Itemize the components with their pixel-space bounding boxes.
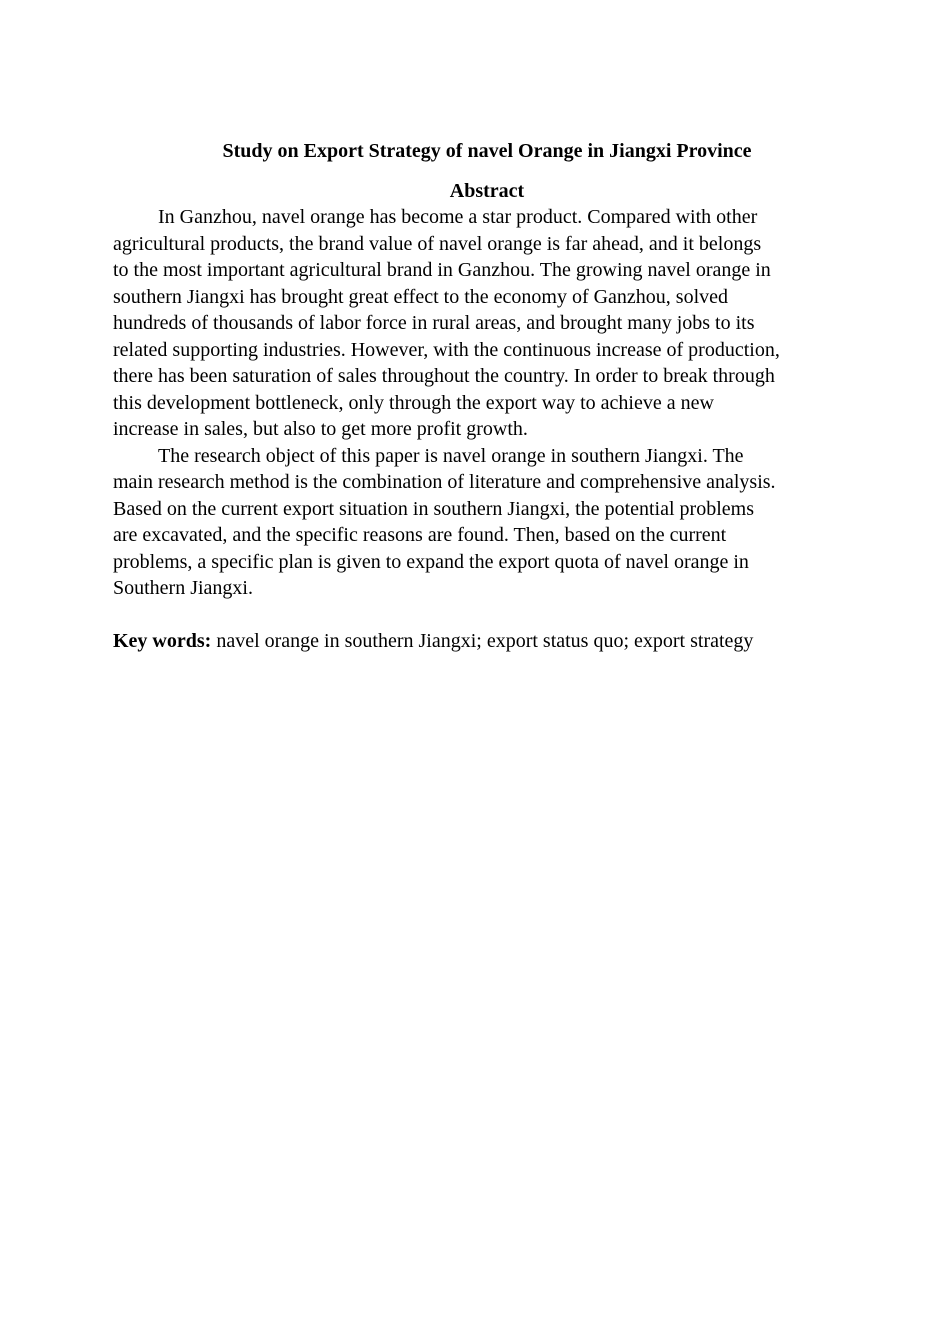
abstract-heading: Abstract bbox=[449, 180, 525, 202]
paragraph-line: agricultural products, the brand value of navel orange is far ahead, and it belongs bbox=[113, 232, 762, 255]
paragraph-line: increase in sales, but also to get more profit growth. bbox=[113, 418, 528, 440]
paragraph-line: this development bottleneck, only through the export way to achieve a new bbox=[113, 391, 714, 414]
paragraph-line: In Ganzhou, navel orange has become a star product. Compared with other bbox=[158, 206, 758, 228]
abstract-paragraph-1 bbox=[113, 204, 861, 443]
document-title: Study on Export Strategy of navel Orange in Jiangxi Province bbox=[222, 140, 752, 162]
paragraph-line: southern Jiangxi has brought great effect to the economy of Ganzhou, solved bbox=[113, 285, 729, 308]
keywords-text: navel orange in southern Jiangxi; export status quo; export strategy bbox=[211, 630, 754, 652]
paragraph-line: are excavated, and the specific reasons are found. Then, based on the current bbox=[113, 524, 727, 546]
document-page bbox=[113, 138, 861, 655]
paragraph-line: Based on the current export situation in southern Jiangxi, the potential problems bbox=[113, 497, 754, 520]
paragraph-line: Southern Jiangxi. bbox=[113, 577, 253, 599]
paragraph-line: related supporting industries. However, with the continuous increase of production, bbox=[113, 338, 780, 361]
paragraph-line: The research object of this paper is navel orange in southern Jiangxi. The bbox=[158, 444, 744, 467]
abstract-paragraph-2 bbox=[113, 443, 861, 602]
keywords bbox=[113, 628, 861, 655]
paragraph-line: hundreds of thousands of labor force in rural areas, and brought many jobs to its bbox=[113, 312, 755, 334]
paragraph-line: to the most important agricultural brand in Ganzhou. The growing navel orange in bbox=[113, 259, 771, 281]
paragraph-line: problems, a specific plan is given to expand the export quota of navel orange in bbox=[113, 550, 749, 573]
paragraph-line: there has been saturation of sales throughout the country. In order to break through bbox=[113, 365, 775, 387]
keywords-label: Key words: bbox=[113, 630, 212, 652]
paragraph-line: main research method is the combination of literature and comprehensive analysis. bbox=[113, 471, 776, 493]
